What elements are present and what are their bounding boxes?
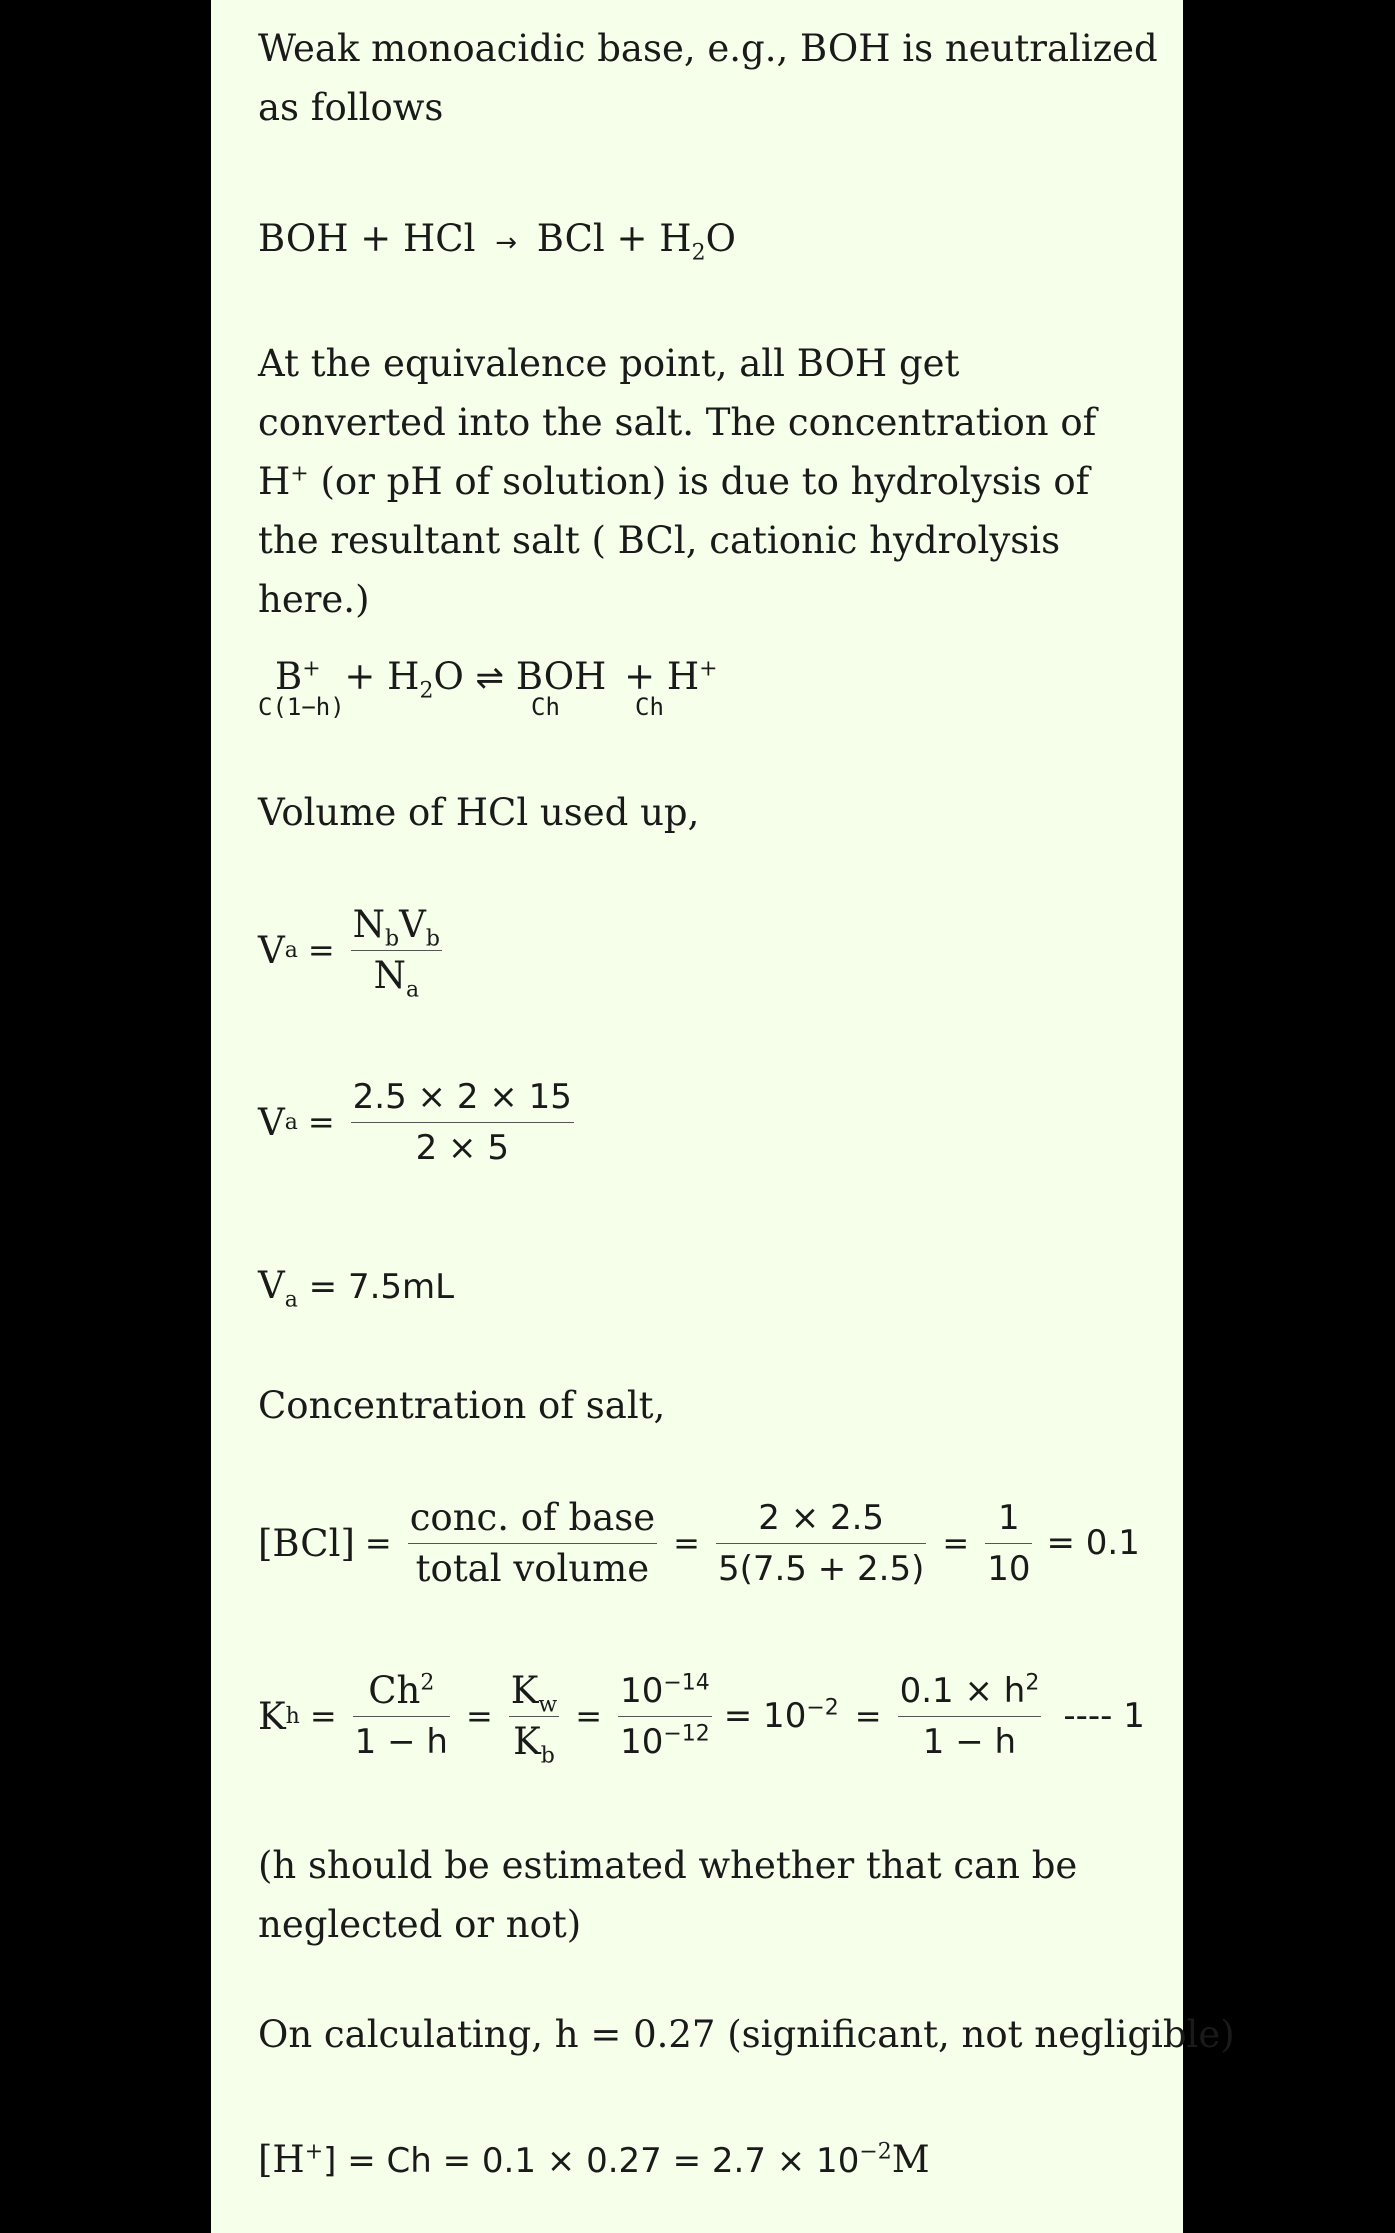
fraction-denominator: 1 − h [354, 1722, 448, 1762]
equation-tag: ---- 1 [1063, 1696, 1145, 1736]
reaction-products: BCl + H [536, 217, 692, 260]
kh-fraction-4 [898, 1666, 1042, 1767]
fraction-denominator: $N_a$ [373, 954, 420, 1003]
equals: = [942, 1524, 970, 1562]
equals: = [307, 1103, 335, 1141]
h-conc-lhs: [H [258, 2138, 305, 2181]
kh-fraction-1 [353, 1666, 450, 1767]
equivalence-text [258, 334, 1158, 629]
concentration-label: Concentration of salt, [258, 1384, 666, 1427]
bcl-fraction-2 [716, 1493, 926, 1594]
subscript: 2 [419, 678, 434, 704]
kh-mid-value: = $10^{-2}$ [723, 1695, 839, 1736]
fraction-numerator: $N_bV_b$ [351, 900, 442, 951]
equals: = [309, 1697, 337, 1735]
reaction-arrow: → [495, 228, 517, 258]
intro-text: Weak monoacidic base, e.g., BOH is neutralized as follows [258, 27, 1158, 129]
va-symbol: V [258, 1264, 285, 1307]
kh-symbol: K [258, 1695, 286, 1738]
equals: = [575, 1697, 603, 1735]
bcl-fraction-3 [985, 1493, 1032, 1594]
under-label-h: Ch [635, 693, 664, 721]
fraction-denominator: 2 × 5 [415, 1128, 509, 1168]
fraction-numerator: 1 [985, 1493, 1032, 1544]
neutralization-equation [258, 210, 736, 272]
va-value: = 7.5mL [297, 1267, 455, 1307]
water-term: + H [344, 655, 420, 698]
fraction-denominator: $K_b$ [513, 1720, 555, 1769]
fraction-denominator: $10^{-12}$ [620, 1721, 710, 1762]
equals: = [307, 931, 335, 969]
exponent: −2 [859, 2139, 892, 2165]
product-boh: BOH [515, 655, 607, 698]
kh-fraction-2 [509, 1666, 560, 1767]
h-conc-value: ] = Ch = 0.1 × 0.27 = 2.7 × 10 [323, 2141, 860, 2181]
calc-note: On calculating, h = 0.27 (significant, not negligible) [258, 2013, 1235, 2056]
reaction-products-tail: O [705, 217, 736, 260]
solution-page [211, 0, 1235, 2233]
va-result [258, 1257, 454, 1316]
fraction-denominator: 10 [987, 1549, 1031, 1589]
equivalence-text-a: At the equivalence point, all BOH get converted into the salt. The concentration of H [258, 342, 1097, 503]
va-symbol: V [258, 1101, 285, 1144]
h-concentration [258, 2131, 930, 2190]
va-numeric-fraction [351, 1072, 574, 1173]
fraction-denominator: 5(7.5 + 2.5) [717, 1549, 925, 1589]
equals: = [364, 1524, 392, 1562]
equals: = [465, 1697, 493, 1735]
under-label-boh: Ch [531, 693, 560, 721]
volume-label: Volume of HCl used up, [258, 791, 700, 834]
fraction-numerator: $K_w$ [509, 1666, 560, 1717]
reaction-reactants: BOH + HCl [258, 217, 476, 260]
fraction-denominator: 1 − h [922, 1722, 1017, 1762]
va-numeric: V a = $\frac{2.5 \times 2 \times 15}{2 \times 5}$ [258, 1072, 580, 1173]
fraction-numerator: $10^{-14}$ [618, 1666, 712, 1717]
bcl-equation [258, 1493, 1140, 1594]
equilibrium-arrow: ⇌ [475, 658, 505, 698]
equivalence-text-b: (or pH of solution) is due to hydrolysis of the resultant salt ( BCl, cationic hydrolysis here.) [258, 460, 1090, 621]
product-h: + H [624, 655, 700, 698]
water-o: O [433, 655, 464, 698]
subscript: 2 [691, 240, 706, 266]
under-label-b: C(1−h) [258, 693, 345, 721]
fraction-numerator: 2 × 2.5 [716, 1493, 926, 1544]
superscript: + [302, 656, 321, 682]
kh-equation: K h = $\frac{Ch^2}{1 - h}$ = $\frac{K_w}{K_b}$ = $\frac{10^{-14}}{10^{-12}}$ = $10^{-2}$ = $\frac{0.1 \times h^2}{1 - h}$ ---- 1 [258, 1666, 1145, 1767]
fraction-numerator: conc. of base [408, 1493, 657, 1544]
fraction-numerator: 2.5 × 2 × 15 [351, 1072, 574, 1123]
kh-fraction-3 [618, 1666, 712, 1767]
fraction-denominator: total volume [415, 1547, 650, 1590]
superscript: + [290, 461, 309, 487]
fraction-numerator: Ch$^2$ [353, 1666, 450, 1717]
va-formula: V a = $\frac{N_bV_b}{N_a}$ [258, 900, 448, 1001]
bcl-symbol: [BCl] [258, 1522, 355, 1565]
equals: = [673, 1524, 700, 1562]
unit: M [891, 2138, 930, 2181]
equals: = [854, 1697, 882, 1735]
va-symbol: V [258, 929, 285, 972]
fraction-numerator: $0.1 \times h^2$ [898, 1666, 1042, 1717]
cation-b: B [275, 655, 303, 698]
bcl-result: = 0.1 [1046, 1523, 1140, 1563]
subscript: a [284, 1287, 298, 1313]
estimate-note: (h should be estimated whether that can be neglected or not) [258, 1844, 1078, 1946]
superscript: + [699, 656, 718, 682]
va-fraction [351, 900, 442, 1001]
bcl-fraction-1 [408, 1493, 657, 1594]
superscript: + [304, 2139, 324, 2165]
